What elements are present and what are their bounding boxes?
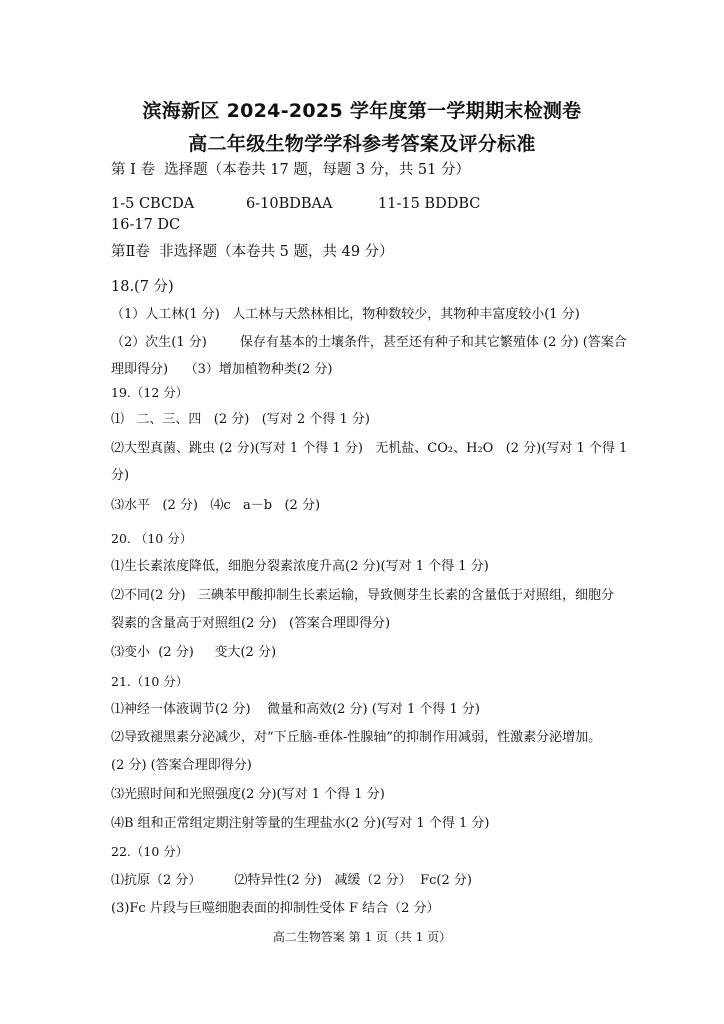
q21-line4: ⑶光照时间和光照强度(2 分)(写对 1 个得 1 分): [111, 787, 385, 802]
q21-line3: (2 分) (答案合理即得分): [111, 758, 252, 773]
q18-line1: （1）人工林(1 分) 人工林与天然林相比，物种数较少，其物种丰富度较小(1 分): [111, 307, 580, 322]
q22-line2: (3)Fc 片段与巨噬细胞表面的抑制性受体 F 结合（2 分）: [111, 901, 440, 916]
document-subtitle: 高二年级生物学学科参考答案及评分标准: [188, 133, 536, 155]
q18-header: 18.(7 分): [111, 279, 174, 295]
q21-line2: ⑵导致褪黑素分泌减少，对“下丘脑-垂体-性腺轴”的抑制作用减弱，性激素分泌增加。: [111, 730, 602, 745]
q19-header: 19.（12 分）: [111, 385, 189, 400]
q18-line3: 理即得分) （3）增加植物种类(2 分): [111, 362, 333, 377]
q21-line1: ⑴神经一体液调节(2 分) 微量和高效(2 分) (写对 1 个得 1 分): [111, 702, 480, 717]
q19-line1: ⑴ 二、三、四 (2 分) (写对 2 个得 1 分): [111, 412, 370, 427]
choice-answers-6-10: 6-10BDBAA: [246, 196, 333, 212]
q19-line2: ⑵大型真菌、跳虫 (2 分)(写对 1 个得 1 分) 无机盐、CO₂、H₂O (2 分)(写对 1 个得 1: [111, 441, 628, 456]
page-footer: 高二生物答案 第 1 页（共 1 页）: [272, 930, 452, 944]
part2-heading: 第Ⅱ卷 非选择题（本卷共 5 题，共 49 分）: [111, 244, 394, 260]
q20-line3: 裂素的含量高于对照组(2 分) (答案合理即得分): [111, 616, 391, 631]
q21-line5: ⑷B 组和正常组定期注射等量的生理盐水(2 分)(写对 1 个得 1 分): [111, 816, 490, 831]
q21-header: 21.（10 分）: [111, 674, 189, 689]
q19-line3: 分): [111, 468, 130, 483]
choice-answers-1-5: 1-5 CBCDA: [111, 196, 195, 212]
choice-answers-16-17: 16-17 DC: [111, 217, 181, 233]
document-title: 滨海新区 2024-2025 学年度第一学期期末检测卷: [142, 100, 582, 122]
q22-header: 22.（10 分）: [111, 844, 189, 859]
choice-answers-11-15: 11-15 BDDBC: [378, 196, 481, 212]
q20-line4: ⑶变小 (2 分) 变大(2 分): [111, 645, 277, 660]
q20-header: 20. （10 分）: [111, 531, 193, 546]
q18-line2: （2）次生(1 分) 保存有基本的土壤条件，甚至还有种子和其它繁殖体 (2 分) (答案合: [111, 335, 627, 350]
part1-heading: 第 I 卷 选择题（本卷共 17 题，每题 3 分，共 51 分）: [111, 162, 470, 178]
q19-line4: ⑶水平 (2 分) ⑷c a－b (2 分): [111, 498, 321, 513]
q22-line1: ⑴抗原（2 分） ⑵特异性(2 分) 减缓（2 分） Fc(2 分): [111, 873, 472, 888]
q20-line1: ⑴生长素浓度降低，细胞分裂素浓度升高(2 分)(写对 1 个得 1 分): [111, 559, 489, 574]
q20-line2: ⑵不同(2 分) 三碘苯甲酸抑制生长素运输，导致侧芽生长素的含量低于对照组，细胞分: [111, 588, 614, 603]
